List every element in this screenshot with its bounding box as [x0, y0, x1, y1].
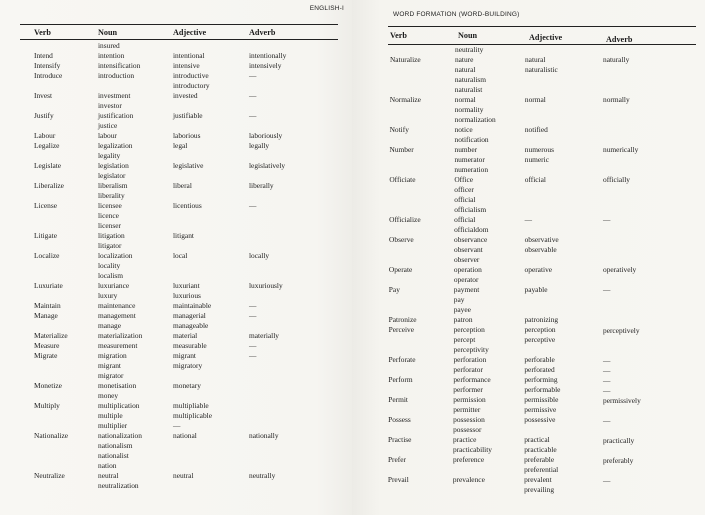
table-header-rule	[388, 44, 696, 45]
adverb-cell: materially	[249, 331, 279, 340]
adjective-cell: material	[173, 331, 198, 340]
adjective-cell: luxuriant	[173, 281, 200, 290]
verb-cell: Officialize	[389, 215, 421, 224]
adjective-cell: multiplicable	[173, 411, 212, 420]
col-header-noun: Noun	[458, 31, 478, 40]
noun-cell: luxury	[98, 291, 118, 300]
adjective-cell: intentional	[173, 51, 205, 60]
noun-cell: notice	[454, 125, 473, 134]
verb-cell: Measure	[34, 341, 60, 350]
adjective-cell: normal	[524, 95, 546, 105]
verb-cell: Perceive	[388, 325, 415, 334]
verb-cell: Notify	[389, 125, 409, 134]
verb-cell: Invest	[34, 91, 53, 100]
noun-cell: licenser	[98, 221, 121, 230]
verb-cell: Practise	[388, 435, 412, 444]
noun-cell: normalization	[454, 115, 496, 124]
noun-cell: intensification	[98, 61, 141, 70]
adjective-cell: payable	[524, 285, 548, 295]
noun-cell: nationalization	[98, 431, 142, 440]
noun-cell: observance	[454, 235, 488, 244]
verb-cell: Prevail	[387, 475, 409, 484]
noun-cell: justice	[98, 121, 118, 130]
noun-cell: notification	[454, 135, 489, 144]
noun-cell: multiplier	[98, 421, 128, 430]
noun-cell: localization	[98, 251, 133, 260]
noun-cell: localism	[98, 271, 124, 280]
verb-cell: Litigate	[34, 231, 57, 240]
adjective-cell: perforated	[524, 365, 555, 375]
noun-cell: normality	[454, 105, 484, 114]
verb-cell: Multiply	[34, 401, 60, 410]
verb-cell: Legislate	[34, 161, 62, 170]
adverb-cell: intentionally	[249, 51, 287, 60]
noun-cell: numerator	[454, 155, 485, 164]
verb-cell: Migrate	[34, 351, 58, 360]
adjective-cell: naturalistic	[524, 65, 558, 75]
noun-cell: multiplication	[98, 401, 140, 410]
adjective-cell: neutral	[173, 471, 194, 480]
verb-cell: Normalize	[389, 95, 421, 104]
verb-cell: Permit	[388, 395, 408, 404]
adjective-cell: national	[173, 431, 197, 440]
noun-cell: migrator	[98, 371, 124, 380]
noun-cell: investor	[98, 101, 122, 110]
adjective-cell: manageable	[173, 321, 209, 330]
noun-cell: nationalism	[98, 441, 133, 450]
noun-cell: perception	[453, 325, 485, 334]
noun-cell: neutrality	[455, 45, 484, 54]
noun-cell: migrant	[98, 361, 121, 370]
verb-cell: Maintain	[34, 301, 61, 310]
adverb-cell: —	[249, 111, 257, 120]
adjective-cell: prevalent	[524, 475, 552, 485]
verb-cell: Manage	[34, 311, 58, 320]
adjective-cell: practicable	[524, 445, 557, 455]
adjective-cell: patronizing	[524, 315, 559, 325]
verb-cell: Naturalize	[389, 55, 421, 64]
noun-cell: luxuriance	[98, 281, 130, 290]
adjective-cell: invested	[173, 91, 198, 100]
noun-cell: litigation	[98, 231, 125, 240]
noun-cell: legality	[98, 151, 121, 160]
verb-cell: Operate	[388, 265, 413, 274]
noun-cell: maintenance	[98, 301, 136, 310]
noun-cell: payment	[453, 285, 480, 294]
adverb-cell: preferably	[603, 455, 634, 465]
adverb-cell: naturally	[603, 55, 630, 65]
adverb-cell: luxuriously	[249, 281, 283, 290]
adjective-cell: numerous	[524, 145, 554, 155]
adjective-cell: permissible	[524, 395, 559, 405]
adverb-cell: locally	[249, 251, 270, 260]
noun-cell: operation	[453, 265, 482, 274]
adjective-cell: permissive	[524, 405, 557, 415]
noun-cell: introduction	[98, 71, 135, 80]
verb-cell: Officiate	[389, 175, 416, 184]
adverb-cell: liberally	[249, 181, 274, 190]
noun-cell: measurement	[98, 341, 138, 350]
col-header-verb: Verb	[34, 28, 51, 37]
adjective-cell: multipliable	[173, 401, 209, 410]
noun-cell: neutralization	[98, 481, 139, 490]
noun-cell: perceptivity	[453, 345, 489, 354]
adjective-cell: observative	[524, 235, 559, 245]
adjective-cell: observable	[524, 245, 557, 255]
adverb-cell: —	[603, 285, 611, 295]
adjective-cell: managerial	[173, 311, 206, 320]
verb-cell: Justify	[34, 111, 54, 120]
noun-cell: percept	[453, 335, 476, 344]
noun-cell: possessor	[453, 425, 482, 434]
adverb-cell: neutrally	[249, 471, 276, 480]
adverb-cell: —	[603, 415, 611, 425]
noun-cell: permitter	[453, 405, 481, 414]
noun-cell: numeration	[454, 165, 489, 174]
noun-cell: observer	[453, 255, 480, 264]
noun-cell: licensee	[98, 201, 122, 210]
adverb-cell: —	[603, 475, 611, 485]
noun-cell: operator	[453, 275, 479, 284]
noun-cell: practice	[453, 435, 477, 444]
noun-cell: payee	[453, 305, 471, 314]
adjective-cell: —	[173, 421, 181, 430]
adjective-cell: perforable	[524, 355, 555, 365]
noun-cell: legislation	[98, 161, 129, 170]
noun-cell: performer	[453, 385, 483, 394]
adverb-cell: intensively	[249, 61, 282, 70]
verb-cell: Perforate	[388, 355, 416, 364]
adjective-cell: numeric	[524, 155, 549, 165]
adverb-cell: —	[249, 201, 257, 210]
noun-cell: official	[454, 215, 476, 224]
noun-cell: performance	[453, 375, 491, 384]
noun-cell: practicability	[453, 445, 492, 454]
noun-cell: materialization	[98, 331, 143, 340]
noun-cell: number	[454, 145, 478, 154]
verb-cell: Intend	[34, 51, 53, 60]
adjective-cell: official	[524, 175, 546, 185]
noun-cell: licence	[98, 211, 119, 220]
adverb-cell: —	[603, 385, 611, 395]
adjective-cell: perceptive	[524, 335, 556, 345]
noun-cell: possession	[453, 415, 485, 424]
adjective-cell: monetary	[173, 381, 201, 390]
verb-cell: Liberalize	[34, 181, 64, 190]
col-header-adverb: Adverb	[606, 35, 633, 44]
adjective-cell: litigant	[173, 231, 194, 240]
adverb-cell: —	[603, 355, 611, 365]
adverb-cell: numerically	[603, 145, 639, 155]
noun-cell: liberality	[98, 191, 125, 200]
verb-cell: Neutralize	[34, 471, 65, 480]
col-header-adverb: Adverb	[249, 28, 276, 37]
noun-cell: labour	[98, 131, 117, 140]
adjective-cell: maintainable	[173, 301, 212, 310]
left-page	[0, 0, 352, 515]
verb-cell: Intensify	[34, 61, 61, 70]
verb-cell: Localize	[34, 251, 60, 260]
verb-cell: Prefer	[387, 455, 406, 464]
table-top-rule	[388, 26, 696, 27]
adverb-cell: —	[249, 351, 257, 360]
noun-cell: intention	[98, 51, 125, 60]
col-header-adjective: Adjective	[529, 33, 563, 42]
adverb-cell: —	[249, 301, 257, 310]
adverb-cell: —	[249, 341, 257, 350]
adjective-cell: local	[173, 251, 188, 260]
adjective-cell: migrant	[173, 351, 196, 360]
adverb-cell: operatively	[603, 265, 637, 275]
adjective-cell: introductory	[173, 81, 210, 90]
adjective-cell: laborious	[173, 131, 201, 140]
noun-cell: migration	[98, 351, 127, 360]
noun-cell: liberalism	[98, 181, 128, 190]
adverb-cell: —	[249, 71, 257, 80]
adverb-cell: —	[249, 91, 257, 100]
verb-cell: Pay	[388, 285, 400, 294]
adjective-cell: intensive	[173, 61, 200, 70]
noun-cell: monetisation	[98, 381, 137, 390]
adjective-cell: migratory	[173, 361, 203, 370]
verb-cell: Luxuriate	[34, 281, 63, 290]
adverb-cell: officially	[603, 175, 630, 185]
noun-cell: official	[454, 195, 476, 204]
adjective-cell: justifiable	[173, 111, 203, 120]
table-top-rule	[20, 24, 338, 25]
noun-cell: officer	[454, 185, 474, 194]
noun-cell: perforation	[453, 355, 487, 364]
noun-cell: preference	[452, 455, 485, 464]
noun-cell: patron	[453, 315, 473, 324]
adverb-cell: nationally	[249, 431, 279, 440]
verb-cell: Materialize	[34, 331, 68, 340]
adjective-cell: practical	[524, 435, 550, 445]
verb-cell: Observe	[389, 235, 414, 244]
noun-cell: normal	[454, 95, 476, 104]
col-header-adjective: Adjective	[173, 28, 207, 37]
noun-cell: legislator	[98, 171, 126, 180]
adjective-cell: luxurious	[173, 291, 201, 300]
verb-cell: Legalize	[34, 141, 60, 150]
running-header: WORD FORMATION (WORD-BUILDING)	[393, 11, 520, 18]
verb-cell: Labour	[34, 131, 56, 140]
adverb-cell: perceptively	[603, 325, 640, 335]
noun-cell: permission	[453, 395, 486, 404]
adjective-cell: notified	[524, 125, 548, 135]
adjective-cell: liberal	[173, 181, 192, 190]
verb-cell: Patronize	[388, 315, 417, 324]
verb-cell: Possess	[388, 415, 411, 424]
noun-cell: naturalist	[454, 85, 483, 94]
noun-cell: observant	[454, 245, 483, 254]
adverb-cell: legally	[249, 141, 270, 150]
adjective-cell: licentious	[173, 201, 202, 210]
adjective-cell: preferential	[524, 465, 559, 475]
noun-cell: justification	[98, 111, 134, 120]
adverb-cell: —	[249, 311, 257, 320]
adverb-cell: normally	[603, 95, 630, 105]
adjective-cell: prevailing	[524, 485, 555, 495]
noun-cell: neutral	[98, 471, 119, 480]
verb-cell: Introduce	[34, 71, 63, 80]
adjective-cell: perception	[524, 325, 556, 335]
noun-cell: manage	[98, 321, 121, 330]
adjective-cell: —	[524, 215, 533, 225]
col-header-noun: Noun	[98, 28, 118, 37]
noun-cell: nature	[454, 55, 474, 64]
adjective-cell: legal	[173, 141, 188, 150]
adjective-cell: natural	[524, 55, 546, 64]
noun-cell: Office	[454, 175, 474, 184]
col-header-verb: Verb	[390, 31, 407, 40]
noun-cell: pay	[453, 295, 465, 304]
noun-cell: nationalist	[98, 451, 129, 460]
adjective-cell: measurable	[173, 341, 207, 350]
noun-cell: nation	[98, 461, 117, 470]
adjective-cell: preferable	[524, 455, 555, 465]
verb-cell: License	[34, 201, 57, 210]
noun-cell: natural	[454, 65, 476, 74]
noun-cell: perforator	[453, 365, 483, 374]
verb-cell: Nationalize	[34, 431, 69, 440]
noun-cell: multiple	[98, 411, 123, 420]
adverb-cell: —	[603, 215, 611, 225]
adverb-cell: legislatively	[249, 161, 286, 170]
adverb-cell: laboriously	[249, 131, 283, 140]
adjective-cell: performing	[524, 375, 558, 385]
adjective-cell: performable	[524, 385, 561, 395]
adverb-cell: practically	[603, 435, 635, 445]
running-header: ENGLISH-I	[309, 5, 344, 12]
verb-cell: Perform	[388, 375, 413, 384]
adverb-cell: —	[603, 375, 611, 385]
adverb-cell: permissively	[603, 395, 641, 405]
noun-cell: litigator	[98, 241, 122, 250]
noun-cell: legalization	[98, 141, 133, 150]
noun-cell: money	[98, 391, 119, 400]
adjective-cell: legislative	[173, 161, 204, 170]
noun-cell: prevalence	[452, 475, 485, 484]
verb-cell: Number	[389, 145, 414, 154]
adjective-cell: possessive	[524, 415, 556, 425]
noun-cell: locality	[98, 261, 121, 270]
noun-cell: naturalism	[454, 75, 487, 84]
adjective-cell: introductive	[173, 71, 209, 80]
table-header-rule	[20, 39, 338, 40]
noun-cell: officialdom	[454, 225, 489, 234]
verb-cell: Monetize	[34, 381, 62, 390]
noun-cell: investment	[98, 91, 131, 100]
right-page	[352, 0, 705, 515]
noun-cell: management	[98, 311, 136, 320]
adverb-cell: —	[603, 365, 611, 375]
noun-cell: insured	[98, 41, 120, 50]
adjective-cell: operative	[524, 265, 553, 275]
noun-cell: officialism	[454, 205, 487, 214]
